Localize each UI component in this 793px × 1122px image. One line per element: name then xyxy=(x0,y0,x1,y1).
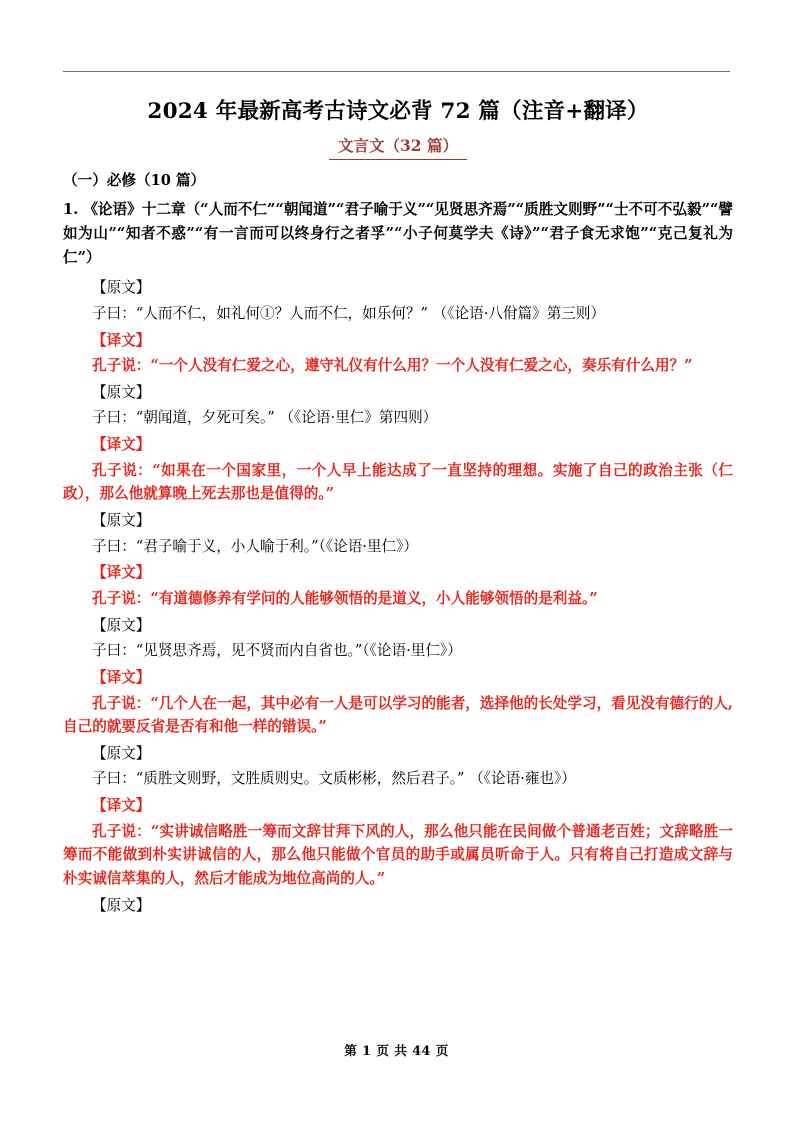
translation-label: 【译文】 xyxy=(92,797,151,815)
source-label: 【原文】 xyxy=(92,383,151,401)
source-label: 【原文】 xyxy=(92,279,151,297)
translation-label: 【译文】 xyxy=(92,564,151,582)
source-paragraph: 子曰：“朝闻道，夕死可矣。” （《论语·里仁》第四则） xyxy=(92,409,438,427)
source-label: 【原文】 xyxy=(92,744,151,762)
source-paragraph: 子曰：“见贤思齐焉，见不贤而内自省也。”（《论语·里仁》） xyxy=(92,642,462,660)
translation-paragraph: 孔子说：“实讲诚信略胜一筹而文辞甘拜下风的人，那么他只能在民间做个普通老百姓；文辞略胜一筹而不能做到朴实讲诚信的人，那么他只能做个官员的助手或属员听命于人。只有将自己打造成文辞与朴实诚信萃集的人，然后才能成为地位高尚的人。” xyxy=(63,822,733,887)
source-paragraph: 子曰：“人而不仁，如礼何①？人而不仁，如乐何？” （《论语·八佾篇》第三则） xyxy=(92,304,606,322)
page-title: 2024 年最新高考古诗文必背 72 篇（注音+翻译） xyxy=(147,99,649,124)
source-paragraph: 子曰：“质胜文则野，文胜质则史。文质彬彬，然后君子。” （《论语·雍也》） xyxy=(92,770,576,788)
source-label: 【原文】 xyxy=(92,616,151,634)
translation-label: 【译文】 xyxy=(92,331,151,349)
header-separator-rule xyxy=(63,71,730,72)
item-heading: 1. 《论语》十二章（“人而不仁”“朝闻道”“君子喻于义”“见贤思齐焉”“质胜文则野”“士不可不弘毅”“譬如为山”“知者不惑”“有一言而可以终身行之者孚”“小子何莫学夫《诗》”“君子食无求饱”“克己复礼为仁”） xyxy=(63,201,733,266)
document-subtitle: 文言文（32 篇） xyxy=(329,135,467,159)
source-label: 【原文】 xyxy=(92,512,151,530)
translation-label: 【译文】 xyxy=(92,436,151,454)
section-label: （一）必修（10 篇） xyxy=(63,171,206,189)
translation-paragraph: 孔子说：“几个人在一起，其中必有一人是可以学习的能者，选择他的长处学习，看见没有德行的人,自己的就要反省是否有和他一样的错误。” xyxy=(63,694,734,736)
translation-paragraph: 孔子说：“如果在一个国家里，一个人早上能达成了一直坚持的理想。实施了自己的政治主张（仁政），那么他就算晚上死去那也是值得的。” xyxy=(63,461,733,503)
source-paragraph: 子曰：“君子喻于义，小人喻于利。”（《论语·里仁》） xyxy=(92,537,419,555)
translation-label: 【译文】 xyxy=(92,668,151,686)
document-content xyxy=(63,96,733,919)
translation-paragraph: 孔子说：“有道德修养有学问的人能够领悟的是道义，小人能够领悟的是利益。” xyxy=(92,589,598,607)
translation-paragraph: 孔子说：“一个人没有仁爱之心，遵守礼仪有什么用？一个人没有仁爱之心，奏乐有什么用？” xyxy=(92,357,693,375)
subtitle-container xyxy=(63,135,733,159)
page-footer: 第 1 页 共 44 页 xyxy=(344,1043,449,1058)
source-label-trailing: 【原文】 xyxy=(92,896,151,914)
